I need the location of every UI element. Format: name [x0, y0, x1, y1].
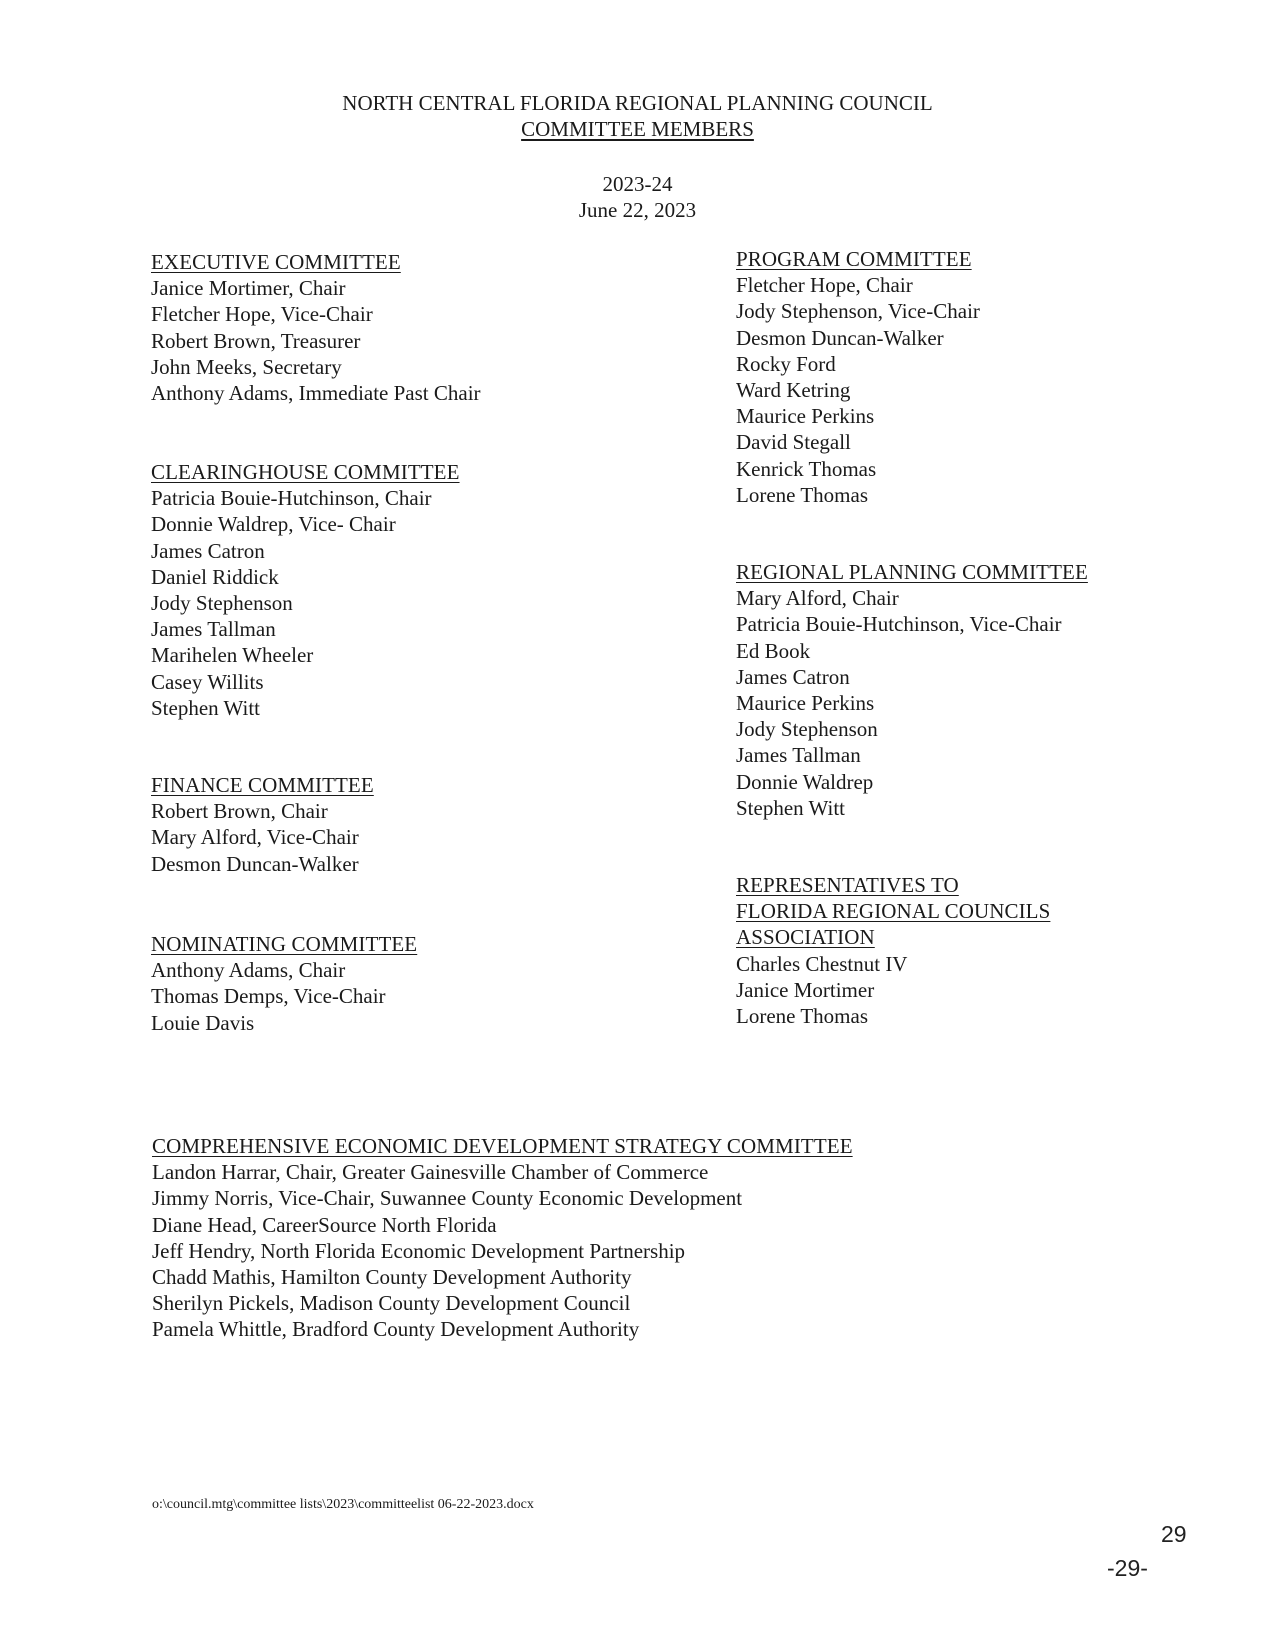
section-title: COMPREHENSIVE ECONOMIC DEVELOPMENT STRATEGY COMMITTEE	[152, 1134, 853, 1158]
term-year: 2023-24	[602, 172, 673, 196]
executive-committee	[151, 249, 481, 406]
member: Desmon Duncan-Walker	[151, 851, 359, 876]
ceds-committee	[152, 1133, 853, 1343]
member: James Tallman	[736, 743, 861, 768]
member: Patricia Bouie-Hutchinson, Vice-Chair	[736, 612, 1062, 637]
member: Mary Alford, Chair	[736, 586, 899, 611]
member: Jody Stephenson	[151, 591, 293, 616]
member: Donnie Waldrep	[736, 769, 874, 794]
member: Marihelen Wheeler	[151, 643, 314, 668]
member: Thomas Demps, Vice-Chair	[151, 984, 386, 1009]
member: Robert Brown, Treasurer	[151, 328, 361, 353]
member: John Meeks, Secretary	[151, 354, 342, 379]
member: James Tallman	[151, 617, 276, 642]
member: James Catron	[151, 538, 265, 563]
document-header	[0, 90, 1275, 142]
document-date-block	[0, 171, 1275, 223]
section-title-line: REPRESENTATIVES TO	[736, 873, 959, 897]
member: Louie Davis	[151, 1010, 255, 1035]
section-title: FINANCE COMMITTEE	[151, 773, 374, 797]
member: Casey Willits	[151, 669, 264, 694]
member: Rocky Ford	[736, 351, 836, 376]
page-number: 29	[1161, 1521, 1187, 1547]
member: Sherilyn Pickels, Madison County Development Council	[152, 1291, 631, 1316]
member: Ward Ketring	[736, 378, 851, 403]
member: Jody Stephenson, Vice-Chair	[736, 299, 980, 324]
page-number-footer: -29-	[1107, 1555, 1148, 1581]
member: Jeff Hendry, North Florida Economic Development Partnership	[152, 1238, 686, 1263]
member: Diane Head, CareerSource North Florida	[152, 1212, 497, 1237]
member: Maurice Perkins	[736, 404, 875, 429]
finance-committee	[151, 772, 374, 877]
member: Daniel Riddick	[151, 564, 279, 589]
section-title: REGIONAL PLANNING COMMITTEE	[736, 560, 1088, 584]
representatives-frca	[736, 872, 1050, 1029]
member: Pamela Whittle, Bradford County Development Authority	[152, 1317, 640, 1342]
nominating-committee	[151, 931, 417, 1036]
member: David Stegall	[736, 430, 851, 455]
member: Kenrick Thomas	[736, 456, 877, 481]
file-path: o:\council.mtg\committee lists\2023\committeelist 06-22-2023.docx	[152, 1497, 534, 1512]
section-title: PROGRAM COMMITTEE	[736, 247, 972, 271]
section-title: CLEARINGHOUSE COMMITTEE	[151, 460, 460, 484]
member: Jimmy Norris, Vice-Chair, Suwannee County Economic Development	[152, 1186, 743, 1211]
member: Charles Chestnut IV	[736, 951, 908, 976]
member: Robert Brown, Chair	[151, 799, 328, 824]
member: Janice Mortimer	[736, 977, 875, 1002]
member: Donnie Waldrep, Vice- Chair	[151, 512, 396, 537]
member: Landon Harrar, Chair, Greater Gainesville Chamber of Commerce	[152, 1160, 709, 1185]
member: James Catron	[736, 664, 850, 689]
regional-planning-committee	[736, 559, 1088, 821]
section-title-line: FLORIDA REGIONAL COUNCILS	[736, 899, 1051, 924]
document-date: June 22, 2023	[578, 198, 697, 222]
clearinghouse-committee	[151, 459, 460, 721]
member: Lorene Thomas	[736, 482, 868, 507]
section-title: NOMINATING COMMITTEE	[151, 932, 418, 956]
member: Fletcher Hope, Chair	[736, 273, 913, 298]
member: Anthony Adams, Chair	[151, 958, 346, 983]
member: Maurice Perkins	[736, 691, 875, 716]
member: Jody Stephenson	[736, 717, 878, 742]
section-title-line: ASSOCIATION	[736, 925, 875, 950]
member: Anthony Adams, Immediate Past Chair	[151, 381, 481, 406]
member: Lorene Thomas	[736, 1004, 868, 1029]
org-title: NORTH CENTRAL FLORIDA REGIONAL PLANNING COUNCIL	[342, 91, 933, 115]
section-title: EXECUTIVE COMMITTEE	[151, 250, 401, 274]
member: Ed Book	[736, 638, 811, 663]
document-subtitle: COMMITTEE MEMBERS	[521, 117, 754, 141]
member: Desmon Duncan-Walker	[736, 325, 944, 350]
member: Stephen Witt	[151, 695, 261, 720]
member: Chadd Mathis, Hamilton County Development Authority	[152, 1265, 632, 1290]
member: Patricia Bouie-Hutchinson, Chair	[151, 486, 432, 511]
member: Fletcher Hope, Vice-Chair	[151, 302, 373, 327]
member: Janice Mortimer, Chair	[151, 276, 346, 301]
member: Stephen Witt	[736, 795, 846, 820]
member: Mary Alford, Vice-Chair	[151, 825, 359, 850]
program-committee	[736, 246, 980, 508]
